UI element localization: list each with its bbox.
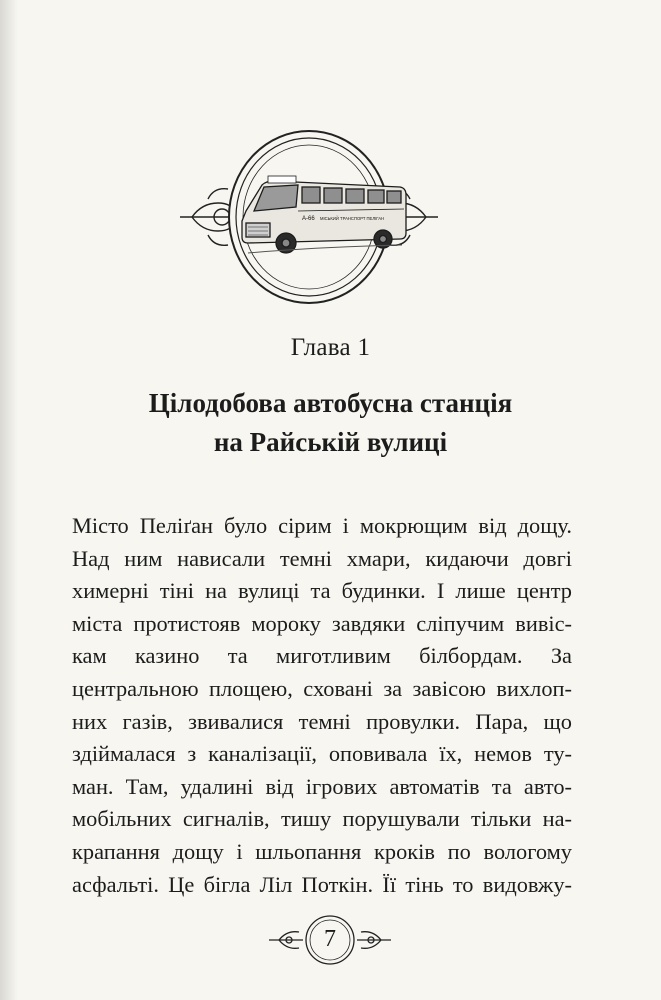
bus-illustration-icon <box>178 125 440 310</box>
page-number-ornament <box>265 910 395 970</box>
text-line: здіймалася з каналізації, оповивала їх, немов ту- <box>72 741 572 767</box>
chapter-title <box>0 384 661 462</box>
text-line: мобільних сигналів, тишу порушували тільки на- <box>72 806 572 832</box>
svg-text:МІСЬКИЙ ТРАНСПОРТ ПЕЛІГАН: МІСЬКИЙ ТРАНСПОРТ ПЕЛІГАН <box>320 216 385 221</box>
text-line: Над ним нависали темні хмари, кидаючи довгі <box>72 545 572 571</box>
chapter-number: Глава 1 <box>290 334 371 361</box>
text-line: центральною площею, сховані за завісою вихлоп- <box>72 675 572 701</box>
text-line: кам казино та миготливим білбордам. За <box>72 643 572 669</box>
text-line: крапання дощу і шльопання кроків по вологому <box>72 838 572 864</box>
page-number: 7 <box>324 926 336 952</box>
text-line: міста протистояв мороку завдяки сліпучим вивіс- <box>72 610 572 636</box>
text-line: ман. Там, удалині від ігрових автоматів та авто- <box>72 773 572 799</box>
text-line: Місто Пеліґан було сірим і мокрющим від дощу. <box>72 513 572 538</box>
text-line: них газів, звивалися темні провулки. Пара, що <box>72 708 572 734</box>
page-gutter-shadow <box>0 0 18 1000</box>
body-paragraph <box>72 510 572 901</box>
chapter-title-line: на Райській вулиці <box>213 427 448 457</box>
text-line: химерні тіні на вулиці та будинки. І лише центр <box>72 578 572 604</box>
chapter-title-line: Цілодобова автобусна станція <box>148 388 513 418</box>
svg-text:A-66: A-66 <box>302 216 315 222</box>
chapter-emblem <box>178 125 440 310</box>
text-line: асфальті. Це бігла Ліл Поткін. Її тінь то видовжу- <box>72 871 572 897</box>
